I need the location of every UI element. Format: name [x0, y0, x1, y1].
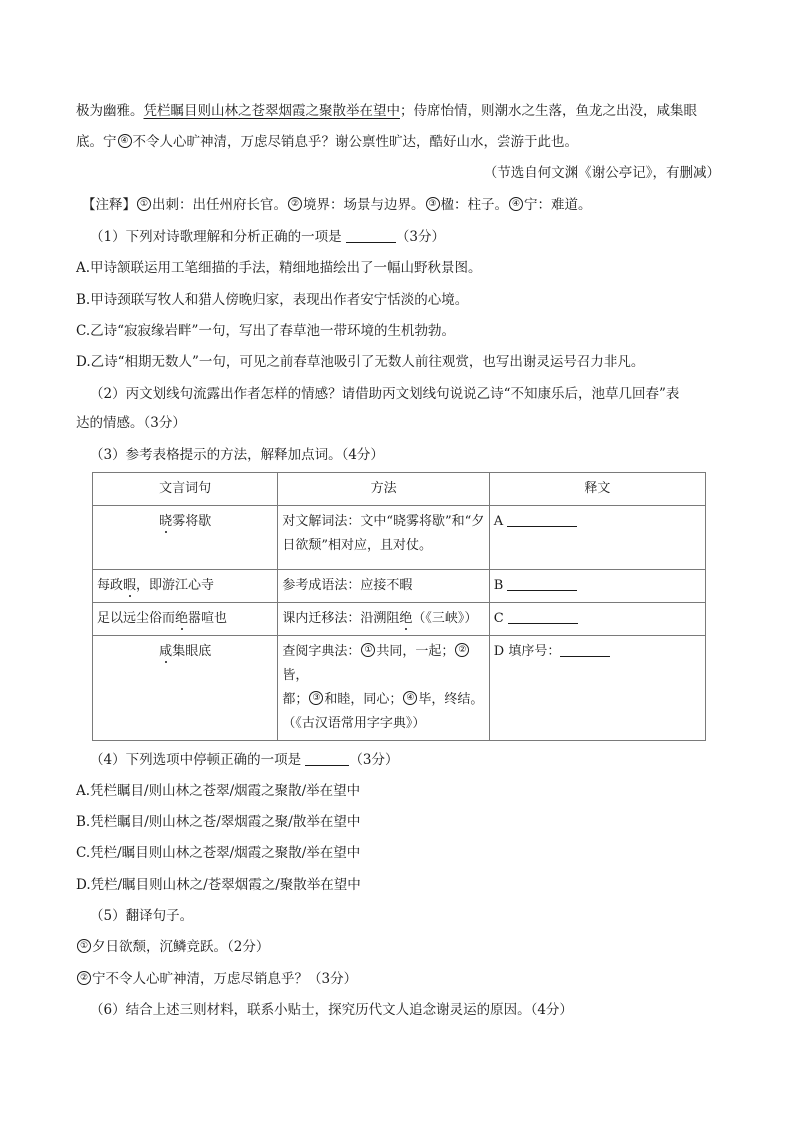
- question-5-stem: （5）翻译句子。: [90, 908, 194, 924]
- method-text: （《三峡》）: [412, 611, 478, 626]
- method-text: 共同，一起；: [376, 644, 455, 659]
- table-row: [93, 636, 706, 741]
- passage-text: ；侍席怡情，则潮水之生落，鱼龙之出没，咸集眼: [400, 103, 697, 119]
- table-row: [93, 603, 706, 636]
- method-table: [92, 472, 706, 741]
- note-marker: ④: [509, 197, 523, 211]
- method-text: 都；: [282, 692, 309, 707]
- answer-blank[interactable]: [508, 609, 578, 624]
- dotted-word: 绝: [399, 611, 413, 626]
- table-cell-method: [278, 636, 489, 741]
- method-line: [282, 640, 484, 688]
- table-cell-answer: [489, 570, 705, 603]
- phrase-text: ，即游江心寺: [136, 578, 215, 593]
- question-1-option-c: C.乙诗“寂寂缘岩畔”一句，写出了春草池一带环境的生机勃勃。: [76, 323, 455, 339]
- passage-line-1: [76, 101, 726, 121]
- phrase-text: 雾将歇: [172, 514, 212, 529]
- question-5-sentence-1: [76, 937, 726, 957]
- answer-blank[interactable]: [507, 512, 577, 527]
- note-marker: ①: [137, 197, 151, 211]
- question-score: （3分）: [395, 229, 445, 245]
- note-marker: ②: [77, 971, 91, 985]
- table-cell-method: [278, 603, 489, 636]
- dotted-word: 暇: [123, 578, 137, 593]
- table-cell-answer: [489, 603, 705, 636]
- question-4-option-c: C.凭栏/瞩目则山林之苍翠/烟霞之聚散/举在望中: [76, 845, 361, 861]
- question-text: （4）下列选项中停顿正确的一项是: [90, 752, 302, 768]
- answer-blank[interactable]: [507, 576, 577, 591]
- dotted-word: 咸: [159, 644, 173, 659]
- table-row: [93, 506, 706, 570]
- note-marker: ①: [77, 939, 91, 953]
- question-4-option-d: D.凭栏/瞩目则山林之/苍翠烟霞之/聚散举在望中: [76, 877, 361, 893]
- question-3-stem: （3）参考表格提示的方法，解释加点词。（4分）: [90, 447, 384, 463]
- table-row: [93, 570, 706, 603]
- question-score: （3分）: [349, 752, 399, 768]
- note-marker: ④: [118, 134, 132, 148]
- annotation-text: 境界：场景与边界。: [303, 197, 425, 213]
- answer-blank[interactable]: [305, 751, 349, 766]
- table-cell-method: 参考成语法：应接不暇: [278, 570, 489, 603]
- passage-line-2: [76, 132, 726, 152]
- method-text: 查阅字典法：: [282, 644, 361, 659]
- note-marker: ②: [288, 197, 302, 211]
- table-cell-phrase: [93, 506, 278, 570]
- question-1-option-d: D.乙诗“相期无数人”一句，可见之前春草池吸引了无数人前往观赏，也写出谢灵运号召力非凡。: [76, 354, 645, 370]
- annotation-label: 【注释】: [82, 197, 136, 213]
- annotation-text: 出刺：出任州府长官。: [152, 197, 287, 213]
- sentence-text: 宁不令人心旷神清，万虑尽销息乎？（3分）: [92, 971, 358, 987]
- phrase-text: 嚣喧也: [188, 611, 228, 626]
- answer-blank[interactable]: [346, 228, 396, 243]
- answer-label: B: [493, 578, 504, 593]
- table-header: 方法: [278, 473, 489, 506]
- question-1-option-b: B.甲诗颈联写牧人和猎人傍晚归家，表现出作者安宁恬淡的心境。: [76, 292, 469, 308]
- method-line: [282, 688, 484, 712]
- table-cell-phrase: [93, 636, 278, 741]
- table-cell-phrase: [93, 570, 278, 603]
- underlined-sentence: 凭栏瞩目则山林之苍翠烟霞之聚散举在望中: [143, 103, 400, 119]
- answer-blank[interactable]: [560, 642, 610, 657]
- answer-label: C: [493, 611, 504, 626]
- note-marker: ③: [309, 691, 323, 705]
- table-cell-answer: [489, 636, 705, 741]
- method-text: 皆，: [282, 668, 309, 683]
- method-text: （《古汉语常用字字典》）: [282, 716, 426, 731]
- passage-text: 极为幽雅。: [76, 103, 144, 119]
- passage-source: （节选自何文渊《谢公亭记》，有删减）: [483, 165, 720, 181]
- table-cell-answer: [489, 506, 705, 570]
- question-5-sentence-2: [76, 969, 726, 989]
- table-cell-method: [278, 506, 489, 570]
- method-text: 日欲颓”相对应，且对仗。: [282, 538, 433, 553]
- question-4-option-b: B.凭栏瞩目/则山林之苍/翠烟霞之聚/散举在望中: [76, 814, 361, 830]
- phrase-text: 集眼底: [172, 644, 212, 659]
- annotation-line: [82, 195, 732, 215]
- phrase-text: 足以远尘俗而: [97, 611, 176, 626]
- note-marker: ①: [361, 643, 375, 657]
- note-marker: ④: [403, 691, 417, 705]
- question-4-stem: [90, 750, 740, 770]
- annotation-text: 宁：难道。: [524, 197, 592, 213]
- method-text: 和睦，同心；: [324, 692, 403, 707]
- question-2-line-1: （2）丙文划线句流露出作者怎样的情感？请借助丙文划线句说说乙诗“不知康乐后，池草几回春”表: [90, 386, 680, 402]
- table-header: 释文: [489, 473, 705, 506]
- method-text: 对文解词法：文中“晓雾将歇”和“夕: [282, 514, 485, 529]
- question-2-line-2: 达的情感。（3分）: [76, 415, 186, 431]
- table-header-row: [93, 473, 706, 506]
- passage-text: 不令人心旷神清，万虑尽销息乎？谢公禀性旷达，酷好山水，尝游于此也。: [132, 134, 578, 150]
- question-1-option-a: A.甲诗颔联运用工笔细描的手法，精细地描绘出了一幅山野秋景图。: [76, 260, 482, 276]
- answer-label: A: [493, 514, 504, 529]
- method-text: 课内迁移法：沿溯阻: [282, 611, 400, 626]
- answer-label: D 填序号：: [493, 644, 561, 659]
- sentence-text: 夕日欲颓，沉鳞竞跃。（2分）: [92, 939, 270, 955]
- question-4-option-a: A.凭栏瞩目/则山林之苍翠/烟霞之聚散/举在望中: [76, 783, 361, 799]
- method-text: 毕，终结。: [418, 692, 484, 707]
- table-header: 文言词句: [93, 473, 278, 506]
- question-1-stem: [90, 227, 740, 247]
- annotation-text: 楹：柱子。: [440, 197, 508, 213]
- dotted-word: 绝: [175, 611, 189, 626]
- phrase-text: 每政: [97, 578, 124, 593]
- passage-text: 底。宁: [76, 134, 117, 150]
- question-6-stem: （6）结合上述三则材料，联系小贴士，探究历代文人追念谢灵运的原因。（4分）: [90, 1002, 573, 1018]
- table-cell-phrase: [93, 603, 278, 636]
- note-marker: ③: [426, 197, 440, 211]
- question-text: （1）下列对诗歌理解和分析正确的一项是: [90, 229, 342, 245]
- dotted-word: 晓: [159, 514, 173, 529]
- note-marker: ②: [455, 643, 469, 657]
